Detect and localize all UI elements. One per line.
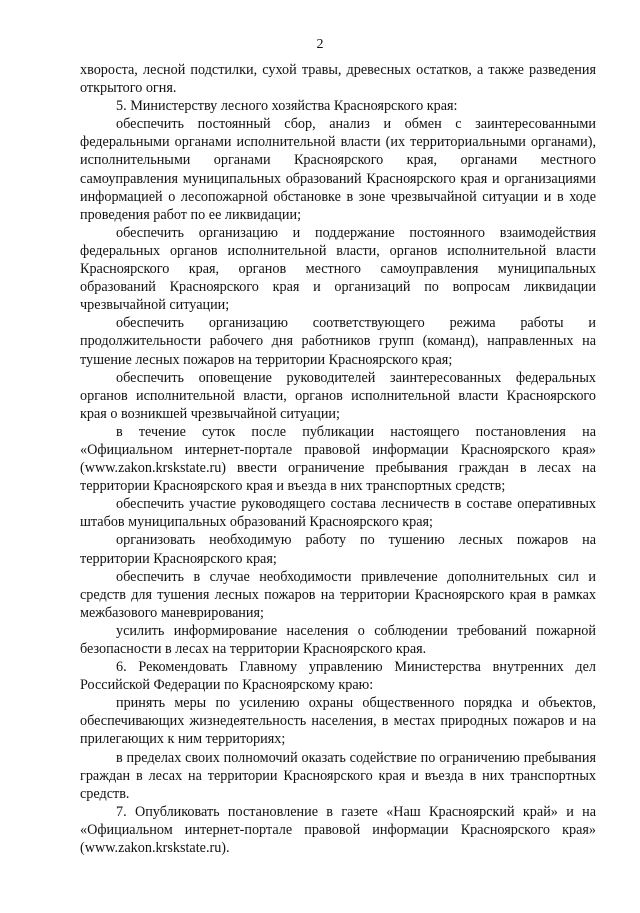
page-number: 2	[316, 37, 324, 52]
paragraph-public-order: принять меры по усилению охраны общественного порядка и объектов, обеспечивающих жизнедеятельность населения, в местах природных пожаров и на прилегающих к ним территориях;	[80, 695, 596, 748]
paragraph-additional-forces: обеспечить в случае необходимости привлечение дополнительных сил и средств для тушения лесных пожаров на территории Красноярского края в рамках межбазового маневрирования;	[80, 568, 596, 621]
paragraph-item-7-publication: 7. Опубликовать постановление в газете «Наш Красноярский край» и на «Официальном интернет-портале правовой информации Красноярского края» (www.zakon.krskstate.ru).	[80, 803, 596, 857]
paragraph-notification: обеспечить оповещение руководителей заинтересованных федеральных органов исполнительной власти, органов исполнительной власти Красноярского края о возникшей чрезвычайной ситуации;	[80, 369, 596, 422]
paragraph-item-5-heading: 5. Министерству лесного хозяйства Красноярского края:	[116, 98, 458, 115]
paragraph-work-regime: обеспечить организацию соответствующего режима работы и продолжительности рабочего дня работников групп (команд), направленных на тушение лесных пожаров на территории Красноярского края;	[80, 315, 596, 368]
paragraph-access-restriction: в течение суток после публикации настоящего постановления на «Официальном интернет-портале правовой информации Красноярского края» (www.zakon.krskstate.ru) ввести ограничение пребывания граждан в лесах на территории Красноярского края и въезда в них транспортных средств;	[80, 423, 596, 495]
paragraph-monitoring-exchange: обеспечить постоянный сбор, анализ и обмен с заинтересованными федеральными органами исполнительной власти (их территориальными органами), исполнительными органами Красноярского края, органами местного самоуправления муниципальных образований Красноярского края и организациями информацией о лесопожарной обстановке в зоне чрезвычайной ситуации и в ходе проведения работ по ее ликвидации;	[80, 116, 596, 223]
paragraph-public-information: усилить информирование населения о соблюдении требований пожарной безопасности в лесах на территории Красноярского края.	[80, 622, 596, 657]
paragraph-firefighting: организовать необходимую работу по тушению лесных пожаров на территории Красноярского края;	[80, 532, 596, 567]
paragraph-interaction: обеспечить организацию и поддержание постоянного взаимодействия федеральных органов исполнительной власти, органов исполнительной власти Красноярского края, органов местного самоуправления муниципальных образований Красноярского края и организаций по вопросам ликвидации чрезвычайной ситуации;	[80, 224, 596, 314]
paragraph-forestry-participation: обеспечить участие руководящего состава лесничеств в составе оперативных штабов муниципальных образований Красноярского края;	[80, 496, 596, 531]
paragraph-item-6-heading: 6. Рекомендовать Главному управлению Министерства внутренних дел Российской Федерации по Красноярскому краю:	[80, 659, 596, 694]
document-body	[80, 61, 596, 857]
paragraph-continuation: хвороста, лесной подстилки, сухой травы, древесных остатков, а также разведения открытого огня.	[80, 62, 596, 97]
paragraph-assistance: в пределах своих полномочий оказать содействие по ограничению пребывания граждан в лесах на территории Красноярского края и въезда в них транспортных средств.	[80, 749, 596, 802]
